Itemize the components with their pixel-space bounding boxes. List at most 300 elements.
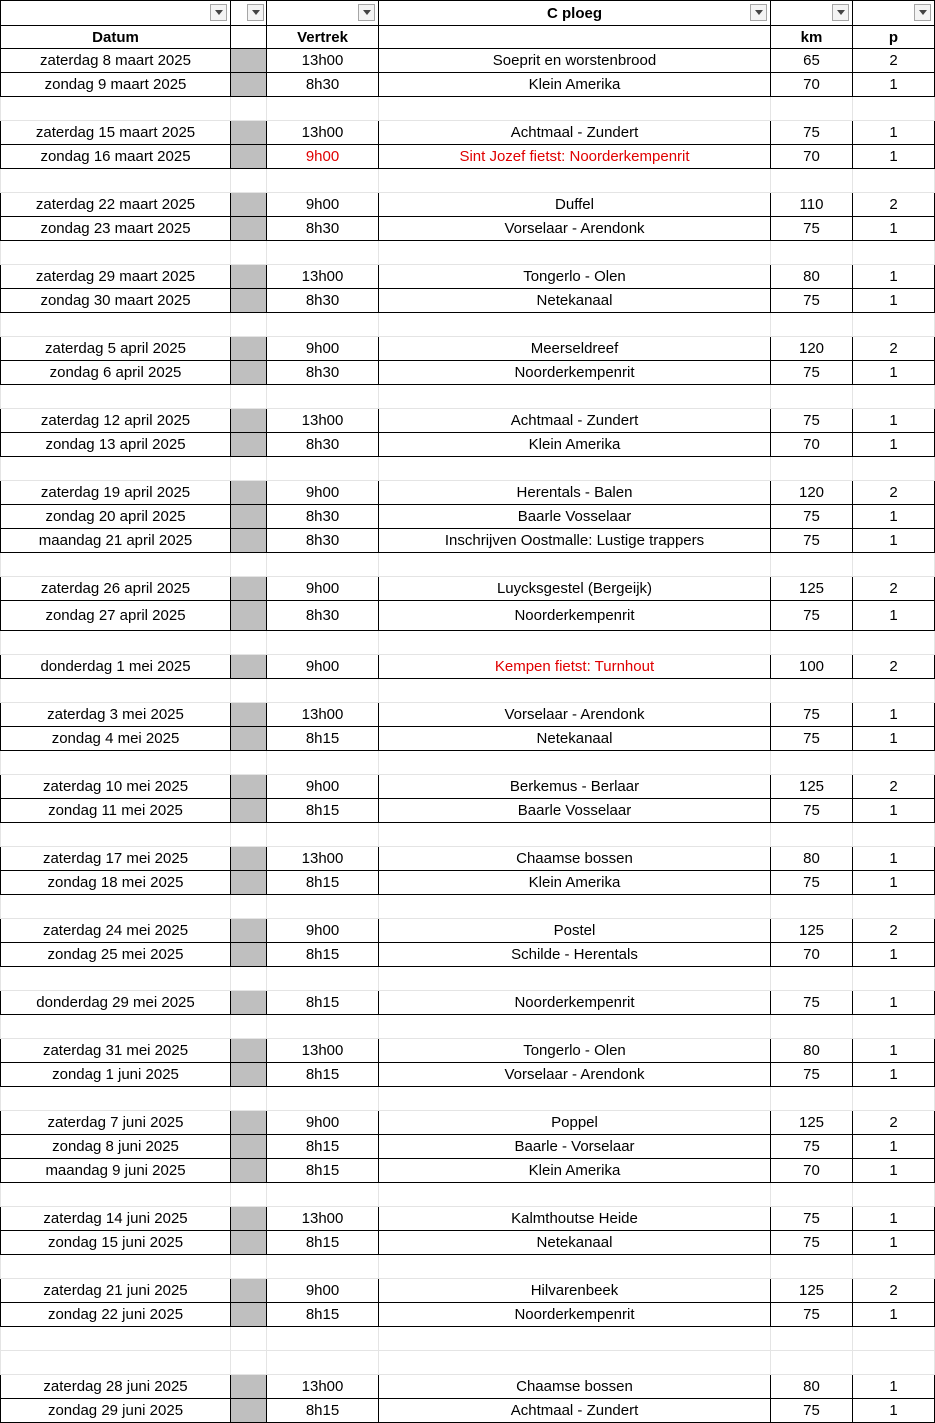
route-cell[interactable]: Klein Amerika	[379, 433, 771, 457]
route-cell[interactable]	[379, 1327, 771, 1351]
gray-cell[interactable]	[231, 775, 267, 799]
p-cell[interactable]: 1	[853, 1399, 935, 1423]
km-cell[interactable]: 80	[771, 1039, 853, 1063]
route-cell[interactable]: Meerseldreef	[379, 337, 771, 361]
km-cell[interactable]: 75	[771, 1399, 853, 1423]
gray-cell[interactable]	[231, 385, 267, 409]
p-cell[interactable]	[853, 169, 935, 193]
departure-cell[interactable]: 13h00	[267, 121, 379, 145]
date-cell[interactable]: zaterdag 3 mei 2025	[0, 703, 231, 727]
route-cell[interactable]: Poppel	[379, 1111, 771, 1135]
date-cell[interactable]: zaterdag 21 juni 2025	[0, 1279, 231, 1303]
km-cell[interactable]: 70	[771, 73, 853, 97]
gray-cell[interactable]	[231, 49, 267, 73]
date-cell[interactable]	[0, 1255, 231, 1279]
gray-cell[interactable]	[231, 847, 267, 871]
departure-cell[interactable]	[267, 1351, 379, 1375]
date-cell[interactable]	[0, 895, 231, 919]
p-cell[interactable]: 1	[853, 505, 935, 529]
departure-cell[interactable]: 9h00	[267, 655, 379, 679]
route-cell[interactable]: Postel	[379, 919, 771, 943]
km-cell[interactable]	[771, 241, 853, 265]
route-cell[interactable]	[379, 895, 771, 919]
gray-cell[interactable]	[231, 217, 267, 241]
route-cell[interactable]: Berkemus - Berlaar	[379, 775, 771, 799]
km-cell[interactable]: 120	[771, 337, 853, 361]
date-cell[interactable]	[0, 385, 231, 409]
km-cell[interactable]: 70	[771, 145, 853, 169]
date-cell[interactable]: zondag 6 april 2025	[0, 361, 231, 385]
gray-cell[interactable]	[231, 361, 267, 385]
route-cell[interactable]	[379, 313, 771, 337]
km-cell[interactable]: 75	[771, 799, 853, 823]
km-cell[interactable]	[771, 679, 853, 703]
km-cell[interactable]: 125	[771, 919, 853, 943]
date-cell[interactable]: zondag 15 juni 2025	[0, 1231, 231, 1255]
km-cell[interactable]	[771, 169, 853, 193]
date-cell[interactable]: zaterdag 12 april 2025	[0, 409, 231, 433]
departure-cell[interactable]: 13h00	[267, 703, 379, 727]
date-cell[interactable]: zondag 25 mei 2025	[0, 943, 231, 967]
p-cell[interactable]	[853, 553, 935, 577]
km-cell[interactable]	[771, 457, 853, 481]
route-cell[interactable]: Herentals - Balen	[379, 481, 771, 505]
departure-cell[interactable]: 8h15	[267, 1159, 379, 1183]
gray-cell[interactable]	[231, 871, 267, 895]
route-cell[interactable]: Baarle Vosselaar	[379, 505, 771, 529]
p-cell[interactable]: 1	[853, 409, 935, 433]
km-cell[interactable]	[771, 895, 853, 919]
route-cell[interactable]	[379, 97, 771, 121]
p-cell[interactable]: 1	[853, 799, 935, 823]
gray-cell[interactable]	[231, 1255, 267, 1279]
departure-cell[interactable]	[267, 967, 379, 991]
date-cell[interactable]: zondag 4 mei 2025	[0, 727, 231, 751]
p-cell[interactable]: 2	[853, 49, 935, 73]
gray-cell[interactable]	[231, 823, 267, 847]
date-cell[interactable]: zondag 29 juni 2025	[0, 1399, 231, 1423]
gray-cell[interactable]	[231, 679, 267, 703]
gray-cell[interactable]	[231, 919, 267, 943]
departure-cell[interactable]: 8h15	[267, 991, 379, 1015]
departure-cell[interactable]	[267, 313, 379, 337]
km-cell[interactable]	[771, 1015, 853, 1039]
departure-cell[interactable]	[267, 385, 379, 409]
departure-cell[interactable]: 8h30	[267, 217, 379, 241]
p-cell[interactable]: 1	[853, 361, 935, 385]
departure-cell[interactable]	[267, 1015, 379, 1039]
km-cell[interactable]	[771, 1327, 853, 1351]
p-cell[interactable]: 1	[853, 1063, 935, 1087]
route-cell[interactable]	[379, 823, 771, 847]
gray-cell[interactable]	[231, 601, 267, 631]
route-cell[interactable]: Inschrijven Oostmalle: Lustige trappers	[379, 529, 771, 553]
route-cell[interactable]: Netekanaal	[379, 289, 771, 313]
gray-cell[interactable]	[231, 73, 267, 97]
gray-cell[interactable]	[231, 1303, 267, 1327]
departure-cell[interactable]	[267, 457, 379, 481]
p-cell[interactable]	[853, 241, 935, 265]
departure-cell[interactable]	[267, 1255, 379, 1279]
km-cell[interactable]: 70	[771, 943, 853, 967]
departure-cell[interactable]	[267, 1087, 379, 1111]
p-cell[interactable]	[853, 967, 935, 991]
p-cell[interactable]: 1	[853, 529, 935, 553]
filter-dropdown-icon[interactable]	[750, 4, 767, 21]
p-cell[interactable]: 1	[853, 121, 935, 145]
gray-cell[interactable]	[231, 1183, 267, 1207]
p-cell[interactable]: 1	[853, 727, 935, 751]
p-cell[interactable]: 2	[853, 655, 935, 679]
km-cell[interactable]: 110	[771, 193, 853, 217]
km-cell[interactable]: 75	[771, 1063, 853, 1087]
date-cell[interactable]	[0, 313, 231, 337]
departure-cell[interactable]: 8h30	[267, 361, 379, 385]
km-cell[interactable]: 120	[771, 481, 853, 505]
km-cell[interactable]	[771, 1255, 853, 1279]
gray-cell[interactable]	[231, 1399, 267, 1423]
p-cell[interactable]	[853, 1255, 935, 1279]
route-cell[interactable]	[379, 385, 771, 409]
p-cell[interactable]: 1	[853, 1303, 935, 1327]
km-cell[interactable]: 70	[771, 1159, 853, 1183]
departure-cell[interactable]: 13h00	[267, 409, 379, 433]
gray-cell[interactable]	[231, 313, 267, 337]
departure-cell[interactable]: 13h00	[267, 1207, 379, 1231]
departure-cell[interactable]: 8h15	[267, 1063, 379, 1087]
km-cell[interactable]: 75	[771, 409, 853, 433]
km-cell[interactable]: 75	[771, 1135, 853, 1159]
date-cell[interactable]: zondag 9 maart 2025	[0, 73, 231, 97]
date-cell[interactable]	[0, 679, 231, 703]
gray-cell[interactable]	[231, 481, 267, 505]
route-cell[interactable]: Achtmaal - Zundert	[379, 1399, 771, 1423]
p-cell[interactable]: 2	[853, 919, 935, 943]
route-cell[interactable]	[379, 1183, 771, 1207]
p-cell[interactable]: 2	[853, 337, 935, 361]
date-cell[interactable]: zaterdag 19 april 2025	[0, 481, 231, 505]
p-cell[interactable]: 1	[853, 73, 935, 97]
km-cell[interactable]: 75	[771, 727, 853, 751]
route-cell[interactable]: Baarle - Vorselaar	[379, 1135, 771, 1159]
km-cell[interactable]: 125	[771, 577, 853, 601]
filter-dropdown-icon[interactable]	[832, 4, 849, 21]
departure-cell[interactable]: 8h30	[267, 505, 379, 529]
km-cell[interactable]: 100	[771, 655, 853, 679]
p-cell[interactable]: 2	[853, 193, 935, 217]
route-cell[interactable]: Vorselaar - Arendonk	[379, 1063, 771, 1087]
date-cell[interactable]	[0, 1183, 231, 1207]
km-cell[interactable]: 75	[771, 217, 853, 241]
departure-cell[interactable]: 9h00	[267, 193, 379, 217]
route-cell[interactable]: Kalmthoutse Heide	[379, 1207, 771, 1231]
route-cell[interactable]	[379, 457, 771, 481]
date-cell[interactable]: donderdag 29 mei 2025	[0, 991, 231, 1015]
p-cell[interactable]	[853, 631, 935, 655]
p-cell[interactable]	[853, 823, 935, 847]
date-cell[interactable]	[0, 97, 231, 121]
km-cell[interactable]	[771, 1183, 853, 1207]
date-cell[interactable]: zaterdag 24 mei 2025	[0, 919, 231, 943]
date-cell[interactable]: zondag 13 april 2025	[0, 433, 231, 457]
date-cell[interactable]	[0, 751, 231, 775]
p-cell[interactable]	[853, 1015, 935, 1039]
route-cell[interactable]: Noorderkempenrit	[379, 1303, 771, 1327]
date-cell[interactable]	[0, 241, 231, 265]
date-cell[interactable]: zaterdag 7 juni 2025	[0, 1111, 231, 1135]
route-cell[interactable]: Noorderkempenrit	[379, 361, 771, 385]
p-cell[interactable]: 2	[853, 1111, 935, 1135]
departure-cell[interactable]: 13h00	[267, 265, 379, 289]
filter-dropdown-icon[interactable]	[914, 4, 931, 21]
route-cell[interactable]: Hilvarenbeek	[379, 1279, 771, 1303]
gray-cell[interactable]	[231, 457, 267, 481]
p-cell[interactable]	[853, 385, 935, 409]
departure-cell[interactable]	[267, 631, 379, 655]
p-cell[interactable]	[853, 679, 935, 703]
km-cell[interactable]: 80	[771, 847, 853, 871]
departure-cell[interactable]	[267, 679, 379, 703]
gray-cell[interactable]	[231, 121, 267, 145]
date-cell[interactable]: zaterdag 14 juni 2025	[0, 1207, 231, 1231]
route-cell[interactable]: Netekanaal	[379, 727, 771, 751]
departure-cell[interactable]: 8h15	[267, 1303, 379, 1327]
departure-cell[interactable]	[267, 823, 379, 847]
gray-cell[interactable]	[231, 631, 267, 655]
gray-cell[interactable]	[231, 241, 267, 265]
date-cell[interactable]: zaterdag 29 maart 2025	[0, 265, 231, 289]
p-cell[interactable]: 2	[853, 1279, 935, 1303]
p-cell[interactable]: 2	[853, 775, 935, 799]
departure-cell[interactable]: 9h00	[267, 577, 379, 601]
date-cell[interactable]: zondag 23 maart 2025	[0, 217, 231, 241]
date-cell[interactable]: zondag 22 juni 2025	[0, 1303, 231, 1327]
km-cell[interactable]: 75	[771, 601, 853, 631]
p-cell[interactable]	[853, 457, 935, 481]
km-cell[interactable]: 125	[771, 1111, 853, 1135]
date-cell[interactable]	[0, 553, 231, 577]
km-cell[interactable]	[771, 967, 853, 991]
route-cell[interactable]: Luycksgestel (Bergeijk)	[379, 577, 771, 601]
km-cell[interactable]: 75	[771, 1303, 853, 1327]
km-cell[interactable]: 125	[771, 775, 853, 799]
gray-cell[interactable]	[231, 97, 267, 121]
km-cell[interactable]: 65	[771, 49, 853, 73]
km-cell[interactable]: 75	[771, 121, 853, 145]
p-cell[interactable]: 1	[853, 601, 935, 631]
gray-cell[interactable]	[231, 1063, 267, 1087]
km-cell[interactable]	[771, 97, 853, 121]
km-cell[interactable]: 75	[771, 529, 853, 553]
departure-cell[interactable]	[267, 169, 379, 193]
date-cell[interactable]: zaterdag 22 maart 2025	[0, 193, 231, 217]
gray-cell[interactable]	[231, 553, 267, 577]
route-cell[interactable]	[379, 631, 771, 655]
departure-cell[interactable]: 8h15	[267, 727, 379, 751]
p-cell[interactable]	[853, 1351, 935, 1375]
km-cell[interactable]	[771, 1087, 853, 1111]
km-cell[interactable]: 75	[771, 871, 853, 895]
date-cell[interactable]: zaterdag 5 april 2025	[0, 337, 231, 361]
p-cell[interactable]: 1	[853, 871, 935, 895]
date-cell[interactable]	[0, 631, 231, 655]
gray-cell[interactable]	[231, 433, 267, 457]
gray-cell[interactable]	[231, 1351, 267, 1375]
p-cell[interactable]: 1	[853, 943, 935, 967]
date-cell[interactable]: zondag 11 mei 2025	[0, 799, 231, 823]
route-cell[interactable]: Chaamse bossen	[379, 1375, 771, 1399]
gray-cell[interactable]	[231, 289, 267, 313]
gray-cell[interactable]	[231, 1111, 267, 1135]
date-cell[interactable]: zaterdag 10 mei 2025	[0, 775, 231, 799]
p-cell[interactable]: 1	[853, 1039, 935, 1063]
date-cell[interactable]	[0, 169, 231, 193]
gray-cell[interactable]	[231, 1207, 267, 1231]
gray-cell[interactable]	[231, 1015, 267, 1039]
km-cell[interactable]: 75	[771, 361, 853, 385]
route-cell[interactable]: Klein Amerika	[379, 871, 771, 895]
date-cell[interactable]: zondag 1 juni 2025	[0, 1063, 231, 1087]
date-cell[interactable]	[0, 1087, 231, 1111]
km-cell[interactable]: 125	[771, 1279, 853, 1303]
route-cell[interactable]	[379, 1015, 771, 1039]
gray-cell[interactable]	[231, 1327, 267, 1351]
gray-cell[interactable]	[231, 1159, 267, 1183]
p-cell[interactable]	[853, 1327, 935, 1351]
departure-cell[interactable]: 8h15	[267, 943, 379, 967]
date-cell[interactable]	[0, 457, 231, 481]
p-cell[interactable]	[853, 751, 935, 775]
km-cell[interactable]: 80	[771, 265, 853, 289]
p-cell[interactable]: 1	[853, 433, 935, 457]
km-cell[interactable]	[771, 751, 853, 775]
gray-cell[interactable]	[231, 193, 267, 217]
departure-cell[interactable]: 9h00	[267, 481, 379, 505]
route-cell[interactable]	[379, 553, 771, 577]
route-cell[interactable]: Achtmaal - Zundert	[379, 409, 771, 433]
departure-cell[interactable]: 8h15	[267, 1399, 379, 1423]
p-cell[interactable]	[853, 1087, 935, 1111]
gray-cell[interactable]	[231, 409, 267, 433]
date-cell[interactable]: zondag 20 april 2025	[0, 505, 231, 529]
route-cell[interactable]: Achtmaal - Zundert	[379, 121, 771, 145]
p-cell[interactable]: 1	[853, 289, 935, 313]
departure-cell[interactable]: 9h00	[267, 337, 379, 361]
p-cell[interactable]: 1	[853, 217, 935, 241]
departure-cell[interactable]	[267, 241, 379, 265]
km-cell[interactable]: 75	[771, 505, 853, 529]
gray-cell[interactable]	[231, 751, 267, 775]
date-cell[interactable]	[0, 967, 231, 991]
departure-cell[interactable]: 8h30	[267, 433, 379, 457]
departure-cell[interactable]: 8h15	[267, 1231, 379, 1255]
gray-cell[interactable]	[231, 169, 267, 193]
date-cell[interactable]: zondag 16 maart 2025	[0, 145, 231, 169]
departure-cell[interactable]	[267, 1183, 379, 1207]
route-cell[interactable]: Klein Amerika	[379, 1159, 771, 1183]
route-cell[interactable]: Vorselaar - Arendonk	[379, 703, 771, 727]
p-cell[interactable]	[853, 313, 935, 337]
gray-cell[interactable]	[231, 943, 267, 967]
departure-cell[interactable]: 8h30	[267, 289, 379, 313]
route-cell[interactable]: Noorderkempenrit	[379, 991, 771, 1015]
gray-cell[interactable]	[231, 655, 267, 679]
date-cell[interactable]: zaterdag 15 maart 2025	[0, 121, 231, 145]
route-cell[interactable]: Duffel	[379, 193, 771, 217]
gray-cell[interactable]	[231, 967, 267, 991]
date-cell[interactable]: maandag 21 april 2025	[0, 529, 231, 553]
route-cell[interactable]	[379, 169, 771, 193]
km-cell[interactable]	[771, 313, 853, 337]
gray-cell[interactable]	[231, 577, 267, 601]
date-cell[interactable]: zondag 8 juni 2025	[0, 1135, 231, 1159]
departure-cell[interactable]	[267, 751, 379, 775]
date-cell[interactable]: zaterdag 17 mei 2025	[0, 847, 231, 871]
gray-cell[interactable]	[231, 529, 267, 553]
gray-cell[interactable]	[231, 1087, 267, 1111]
gray-cell[interactable]	[231, 505, 267, 529]
departure-cell[interactable]: 9h00	[267, 1279, 379, 1303]
km-cell[interactable]: 75	[771, 289, 853, 313]
gray-cell[interactable]	[231, 1279, 267, 1303]
km-cell[interactable]: 70	[771, 433, 853, 457]
departure-cell[interactable]: 8h15	[267, 871, 379, 895]
departure-cell[interactable]: 8h15	[267, 1135, 379, 1159]
departure-cell[interactable]	[267, 97, 379, 121]
route-cell[interactable]: Schilde - Herentals	[379, 943, 771, 967]
p-cell[interactable]: 2	[853, 577, 935, 601]
departure-cell[interactable]: 9h00	[267, 145, 379, 169]
p-cell[interactable]: 2	[853, 481, 935, 505]
route-cell[interactable]	[379, 1087, 771, 1111]
km-cell[interactable]	[771, 385, 853, 409]
filter-dropdown-icon[interactable]	[210, 4, 227, 21]
km-cell[interactable]	[771, 631, 853, 655]
gray-cell[interactable]	[231, 1039, 267, 1063]
km-cell[interactable]: 75	[771, 1207, 853, 1231]
date-cell[interactable]: zondag 30 maart 2025	[0, 289, 231, 313]
gray-cell[interactable]	[231, 1135, 267, 1159]
route-cell[interactable]: Noorderkempenrit	[379, 601, 771, 631]
p-cell[interactable]	[853, 1183, 935, 1207]
km-cell[interactable]: 80	[771, 1375, 853, 1399]
p-cell[interactable]	[853, 895, 935, 919]
departure-cell[interactable]: 13h00	[267, 1375, 379, 1399]
departure-cell[interactable]: 9h00	[267, 775, 379, 799]
km-cell[interactable]: 75	[771, 991, 853, 1015]
route-cell[interactable]: Soeprit en worstenbrood	[379, 49, 771, 73]
gray-cell[interactable]	[231, 991, 267, 1015]
km-cell[interactable]: 75	[771, 703, 853, 727]
gray-cell[interactable]	[231, 799, 267, 823]
p-cell[interactable]: 1	[853, 1375, 935, 1399]
p-cell[interactable]: 1	[853, 265, 935, 289]
departure-cell[interactable]: 8h30	[267, 73, 379, 97]
gray-cell[interactable]	[231, 895, 267, 919]
departure-cell[interactable]: 13h00	[267, 847, 379, 871]
route-cell[interactable]	[379, 1255, 771, 1279]
departure-cell[interactable]	[267, 553, 379, 577]
departure-cell[interactable]	[267, 895, 379, 919]
date-cell[interactable]: zondag 27 april 2025	[0, 601, 231, 631]
route-cell[interactable]: Tongerlo - Olen	[379, 265, 771, 289]
route-cell[interactable]	[379, 1351, 771, 1375]
gray-cell[interactable]	[231, 145, 267, 169]
p-cell[interactable]	[853, 97, 935, 121]
route-cell[interactable]: Baarle Vosselaar	[379, 799, 771, 823]
gray-cell[interactable]	[231, 703, 267, 727]
departure-cell[interactable]: 13h00	[267, 1039, 379, 1063]
